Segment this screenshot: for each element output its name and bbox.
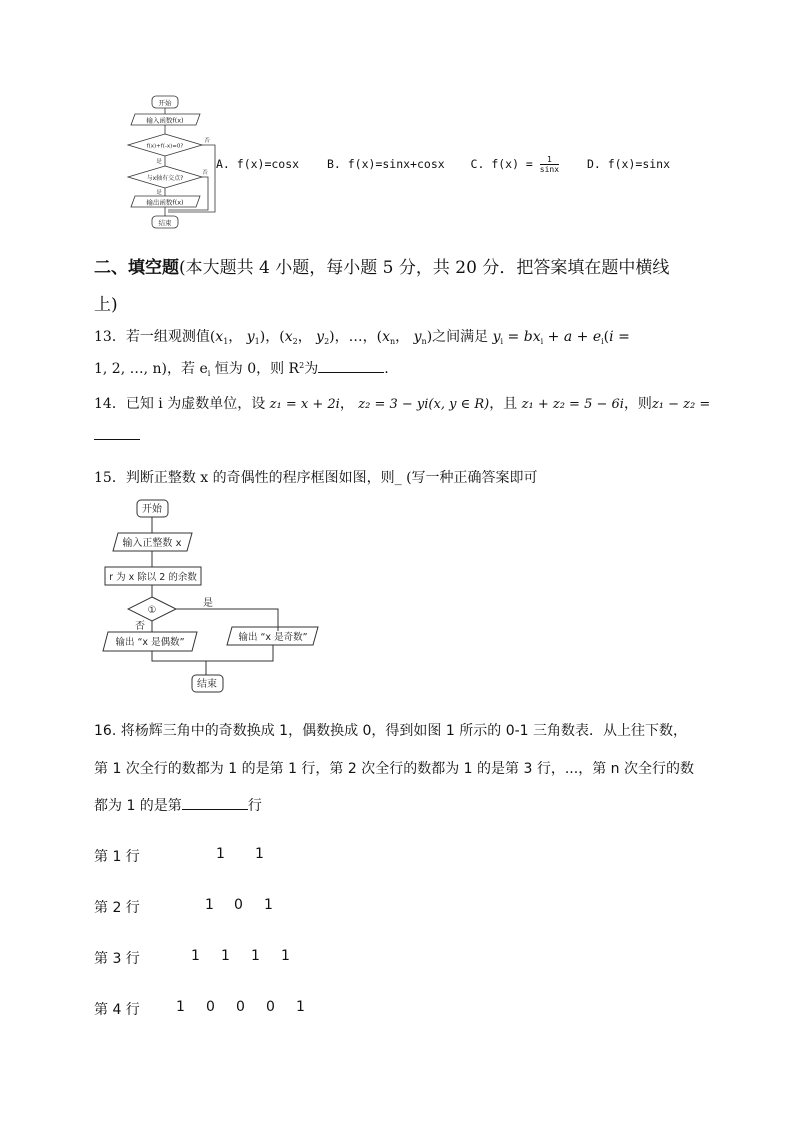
q15-end-text: 结束 bbox=[197, 679, 217, 690]
flowchart-q15 bbox=[96, 497, 341, 695]
q16-row-1-value-2: 1 bbox=[255, 846, 264, 862]
option-d: D. f(x)=sinx bbox=[586, 157, 671, 171]
section-instructions: (本大题共 4 小题，每小题 5 分，共 20 分．把答案填在题中横线 bbox=[179, 258, 670, 278]
option-c-fraction bbox=[540, 155, 559, 174]
q13-end: . bbox=[384, 361, 389, 377]
q16-row-3-value-3: 1 bbox=[251, 948, 260, 964]
q15-process-text: r 为 x 除以 2 的余数 bbox=[109, 572, 197, 583]
q16-text-3b: 行 bbox=[247, 798, 262, 814]
q16-row-4-value-1: 1 bbox=[176, 999, 185, 1015]
q16-row-label-2: 第 2 行 bbox=[94, 900, 140, 916]
q16-row-3-value-1: 1 bbox=[191, 948, 200, 964]
q15-out-even-text: 输出 “x 是偶数” bbox=[115, 637, 185, 648]
q15-out-odd-text: 输出 “x 是奇数” bbox=[238, 632, 308, 643]
q16-row-4-value-5: 1 bbox=[296, 999, 305, 1015]
q16-row-label-3: 第 3 行 bbox=[94, 951, 140, 967]
q16-row-2-value-3: 1 bbox=[264, 897, 273, 913]
q15-no-text: 否 bbox=[135, 621, 145, 632]
section-heading-line bbox=[94, 253, 669, 278]
q14-line1: 14．已知 i 为虚数单位，设 z₁ = x + 2i， z₂ = 3 − yi(x, y ∈ R)，且 z₁ + z₂ = 5 − 6i，则z₁ − z₂ = bbox=[94, 396, 711, 412]
q16-line1 bbox=[94, 720, 687, 740]
q13-text-e: 为 bbox=[304, 361, 319, 377]
q16-row-4-value-4: 0 bbox=[266, 999, 275, 1015]
q13-line1: 13．若一组观测值($x_1$， $y_1$)，($x_2$， $y_2$)，…，($x_n$， $y_n$)之间满足 $y_i = bx_i + a + e_i(i$ = bbox=[94, 329, 630, 346]
q15-number: 15． bbox=[94, 470, 126, 486]
option-c-prefix: C. f(x) = bbox=[470, 157, 533, 171]
q16-answer-blank[interactable] bbox=[182, 797, 248, 810]
q15-start-text: 开始 bbox=[142, 504, 162, 515]
q14-answer-blank[interactable] bbox=[94, 427, 140, 440]
q13-text-c: 1, 2, …, n)，若 e bbox=[94, 361, 208, 377]
q16-row-4-value-3: 0 bbox=[236, 999, 245, 1015]
q16-row-label-4: 第 4 行 bbox=[94, 1002, 140, 1018]
q14-number: 14． bbox=[94, 396, 126, 412]
q16-row-2-value-1: 1 bbox=[205, 897, 214, 913]
flow-no2-text: 否 bbox=[202, 170, 208, 176]
q16-text-1: 将杨辉三角中的奇数换成 1，偶数换成 0，得到如图 1 所示的 0-1 三角数表．从上往下数， bbox=[120, 723, 688, 739]
q13-line2: 1, 2, …, n)，若 $e_i$ 恒为 0，则 $R^2$为 . bbox=[94, 361, 389, 378]
option-a: A. f(x)=cosx bbox=[216, 157, 300, 171]
flow-output-text: 输出函数f(x) bbox=[146, 198, 184, 207]
flow-no1-text: 否 bbox=[204, 138, 210, 144]
q13-number: 13． bbox=[94, 329, 126, 345]
q12-options bbox=[216, 155, 670, 174]
q14-text-a: 已知 i 为虚数单位，设 bbox=[125, 396, 266, 412]
q14-text-c: ，则 bbox=[623, 396, 652, 412]
q15-text: 判断正整数 x 的奇偶性的程序框图如图，则_ (写一种正确答案即可 bbox=[125, 470, 538, 486]
option-c-numerator: 1 bbox=[540, 155, 559, 165]
q16-row-label-1: 第 1 行 bbox=[94, 849, 140, 865]
flow-input-text: 输入函数f(x) bbox=[146, 116, 184, 125]
section-title: 二、填空题 bbox=[94, 258, 179, 278]
q13-text-a: 若一组观测值( bbox=[125, 329, 216, 345]
q13-text-d: 恒为 0，则 R bbox=[210, 361, 300, 377]
flow-end-text: 结束 bbox=[158, 219, 172, 227]
flow-cond2-text: 与x轴有交点? bbox=[146, 175, 184, 182]
option-b: B. f(x)=sinx+cosx bbox=[326, 157, 445, 171]
flowchart-q12 bbox=[126, 94, 226, 232]
option-c-denominator: sinx bbox=[539, 165, 560, 174]
q16-number: 16. bbox=[94, 723, 117, 739]
q15-line bbox=[94, 467, 538, 487]
flow-start-text: 开始 bbox=[158, 99, 172, 107]
flow-cond1-text: f(x)+f(-x)=0? bbox=[146, 143, 184, 150]
q13-text-b: 之间满足 bbox=[432, 329, 489, 345]
q16-text-3a: 都为 1 的是第 bbox=[94, 798, 182, 814]
q14-text-b: ，且 bbox=[489, 396, 518, 412]
q16-line3 bbox=[94, 795, 262, 815]
q14-z1: z₁ = x + 2i bbox=[269, 397, 340, 412]
q14-condition: z₁ + z₂ = 5 − 6i bbox=[521, 397, 624, 412]
q15-yes-text: 是 bbox=[203, 598, 213, 609]
q16-row-3-value-4: 1 bbox=[281, 948, 290, 964]
q14-ask: z₁ − z₂ = bbox=[651, 397, 711, 412]
section-instructions-cont: 上) bbox=[94, 295, 118, 315]
q13-answer-blank[interactable] bbox=[318, 360, 384, 373]
q15-cond-text: ① bbox=[147, 605, 157, 616]
flow-yes1-text: 是 bbox=[156, 159, 162, 165]
q16-line2: 第 1 次全行的数都为 1 的是第 1 行，第 2 次全行的数都为 1 的是第 3 行，...，第 n 次全行的数 bbox=[94, 761, 694, 777]
q16-row-1-value-1: 1 bbox=[216, 846, 225, 862]
q16-row-2-value-2: 0 bbox=[234, 897, 243, 913]
q16-row-3-value-2: 1 bbox=[221, 948, 230, 964]
q15-input-text: 输入正整数 x bbox=[122, 538, 182, 549]
q14-z2: z₂ = 3 − yi(x, y ∈ R) bbox=[358, 397, 490, 412]
flow-yes2-text: 是 bbox=[156, 190, 162, 196]
q16-row-4-value-2: 0 bbox=[206, 999, 215, 1015]
